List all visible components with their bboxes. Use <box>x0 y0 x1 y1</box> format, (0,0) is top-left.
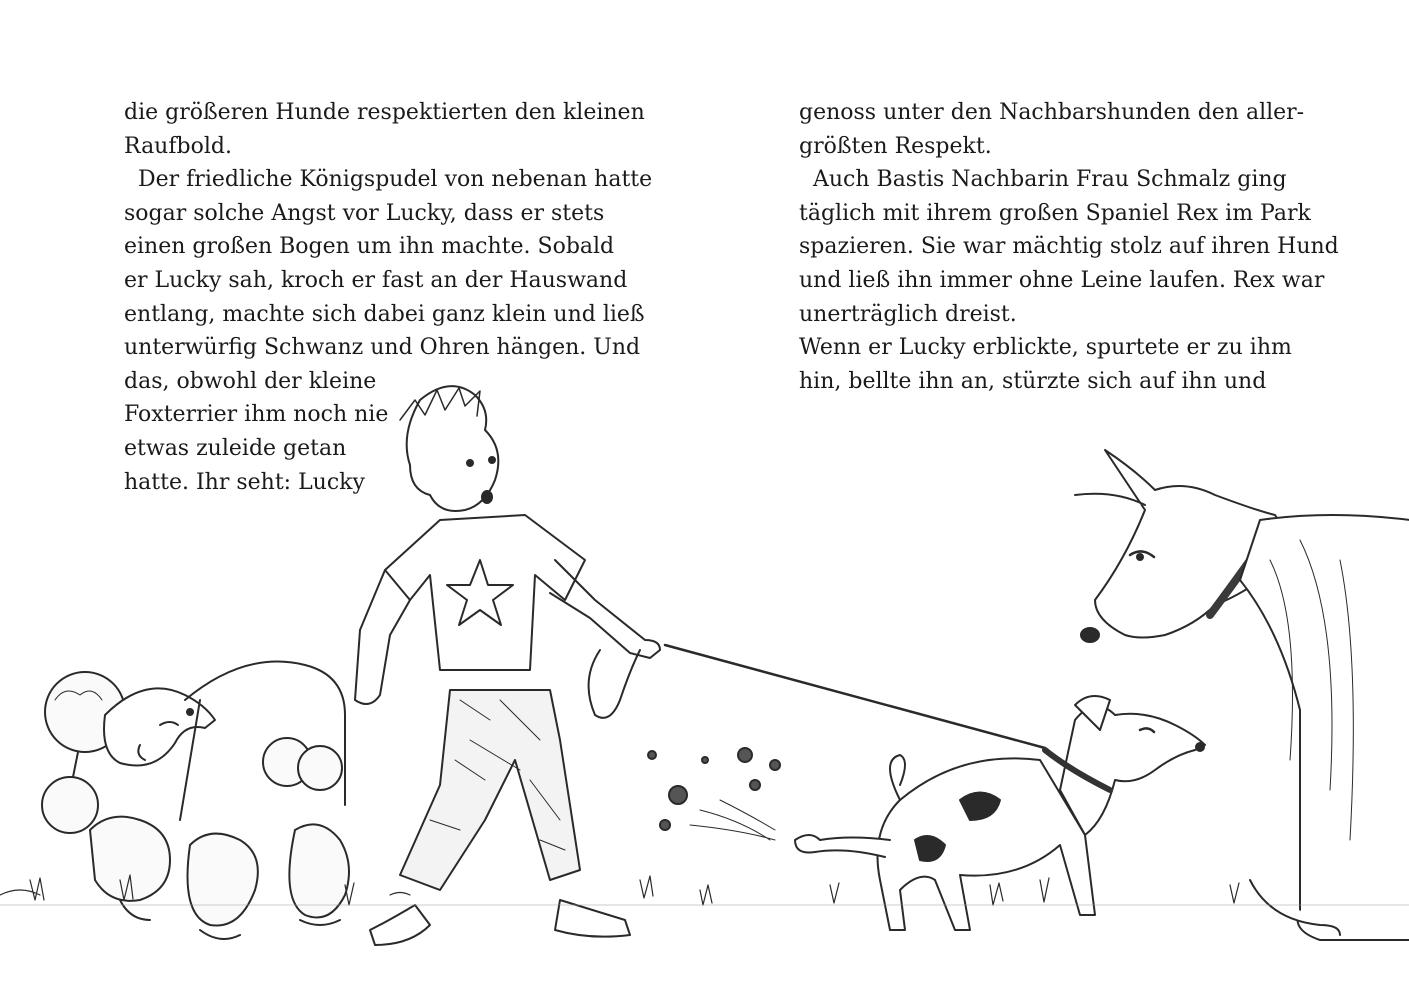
right-page-text <box>799 96 1339 398</box>
text-line: unterwürfig Schwanz und Ohren hängen. Und <box>124 335 641 361</box>
leash-icon <box>589 645 1045 748</box>
text-line: einen großen Bogen um ihn machte. Sobald <box>124 234 615 260</box>
text-line: Auch Bastis Nachbarin Frau Schmalz ging <box>799 167 1287 193</box>
text-line: größten Respekt. <box>799 133 992 159</box>
text-line: das, obwohl der kleine <box>124 368 377 394</box>
text-line: hatte. Ihr seht: Lucky <box>124 469 365 495</box>
text-line: die größeren Hunde respektierten den kleinen <box>124 100 645 125</box>
text-line: entlang, machte sich dabei ganz klein und ließ <box>124 301 645 327</box>
poodle-icon <box>42 662 349 939</box>
text-line: genoss unter den Nachbarshunden den aller- <box>799 100 1305 125</box>
text-line: sogar solche Angst vor Lucky, dass er stets <box>124 200 605 226</box>
text-line: Foxterrier ihm noch nie <box>124 402 389 428</box>
text-line: etwas zuleide getan <box>124 435 347 461</box>
text-line: er Lucky sah, kroch er fast an der Hauswand <box>124 267 628 293</box>
dirt-icon <box>648 748 780 830</box>
left-page-text <box>124 96 652 499</box>
text-line: und ließ ihn immer ohne Leine laufen. Rex war <box>799 267 1325 293</box>
text-line: täglich mit ihrem großen Spaniel Rex im Park <box>799 200 1311 226</box>
text-line: Raufbold. <box>124 133 232 159</box>
text-line: Der friedliche Königspudel von nebenan hatte <box>124 167 653 193</box>
text-line: hin, bellte ihn an, stürzte sich auf ihn und <box>799 368 1267 394</box>
text-line: spazieren. Sie war mächtig stolz auf ihren Hund <box>799 234 1339 260</box>
text-line: Wenn er Lucky erblickte, spurtete er zu ihm <box>799 335 1292 361</box>
terrier-icon <box>795 696 1205 930</box>
spaniel-icon <box>1075 450 1409 940</box>
text-line: unerträglich dreist. <box>799 301 1017 327</box>
